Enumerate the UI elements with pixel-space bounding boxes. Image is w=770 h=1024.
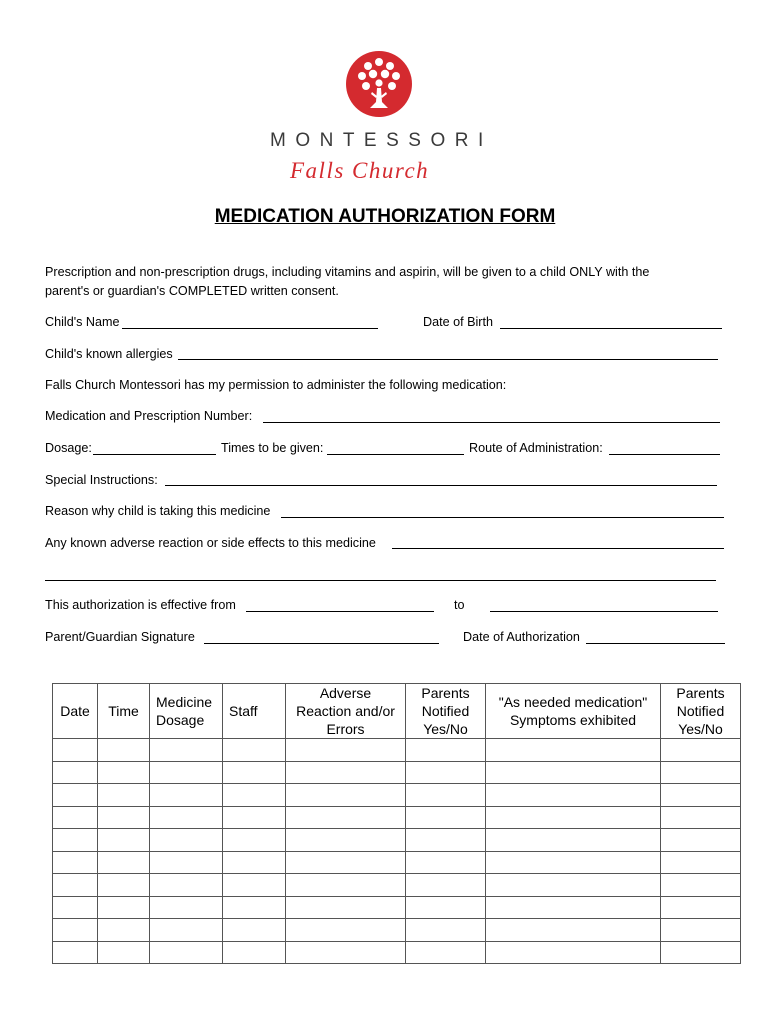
table-cell[interactable] xyxy=(98,874,150,897)
table-header-cell xyxy=(98,684,150,739)
table-header-text: Date xyxy=(60,703,90,719)
table-cell[interactable] xyxy=(98,761,150,784)
table-header-text: Parents xyxy=(421,685,470,701)
adverse-field-continued[interactable] xyxy=(45,580,716,581)
table-header-text: Notified xyxy=(421,703,470,719)
adverse-label: Any known adverse reaction or side effects to this medicine xyxy=(45,536,376,550)
table-cell[interactable] xyxy=(286,739,406,762)
table-cell[interactable] xyxy=(53,829,98,852)
table-cell[interactable] xyxy=(406,739,486,762)
date-of-authorization-label: Date of Authorization xyxy=(463,630,580,644)
table-header-cell xyxy=(150,684,223,739)
table-cell[interactable] xyxy=(150,851,223,874)
table-cell[interactable] xyxy=(98,896,150,919)
route-field[interactable] xyxy=(609,454,720,455)
dosage-label: Dosage: xyxy=(45,441,92,455)
table-cell[interactable] xyxy=(661,919,741,942)
table-cell[interactable] xyxy=(486,829,661,852)
table-cell[interactable] xyxy=(661,739,741,762)
table-cell[interactable] xyxy=(150,919,223,942)
table-row xyxy=(53,941,741,964)
table-cell[interactable] xyxy=(486,761,661,784)
table-header-cell xyxy=(286,684,406,739)
table-cell[interactable] xyxy=(406,896,486,919)
table-cell[interactable] xyxy=(150,784,223,807)
signature-field[interactable] xyxy=(204,643,439,644)
table-row xyxy=(53,784,741,807)
table-cell[interactable] xyxy=(406,851,486,874)
table-cell[interactable] xyxy=(286,874,406,897)
table-cell[interactable] xyxy=(223,739,286,762)
table-header-cell xyxy=(661,684,741,739)
table-cell[interactable] xyxy=(150,941,223,964)
table-cell[interactable] xyxy=(661,851,741,874)
table-cell[interactable] xyxy=(98,739,150,762)
form-title: MEDICATION AUTHORIZATION FORM xyxy=(214,206,556,227)
table-cell[interactable] xyxy=(406,761,486,784)
table-cell[interactable] xyxy=(223,806,286,829)
date-of-authorization-field[interactable] xyxy=(586,643,725,644)
table-cell[interactable] xyxy=(53,896,98,919)
adverse-field[interactable] xyxy=(392,548,724,549)
table-cell[interactable] xyxy=(286,851,406,874)
table-cell[interactable] xyxy=(223,919,286,942)
table-cell[interactable] xyxy=(286,761,406,784)
table-header-text: Yes/No xyxy=(678,721,723,737)
table-header-text: Symptoms exhibited xyxy=(509,712,637,728)
special-instructions-field[interactable] xyxy=(165,485,717,486)
allergies-field[interactable] xyxy=(178,359,718,360)
table-header-cell xyxy=(53,684,98,739)
table-row xyxy=(53,896,741,919)
table-cell[interactable] xyxy=(98,784,150,807)
table-header-text: Yes/No xyxy=(423,721,468,737)
table-body xyxy=(53,739,741,964)
table-cell[interactable] xyxy=(53,851,98,874)
table-cell[interactable] xyxy=(486,919,661,942)
table-cell[interactable] xyxy=(223,941,286,964)
medication-log-table xyxy=(52,683,741,964)
dosage-field[interactable] xyxy=(93,454,216,455)
table-cell[interactable] xyxy=(486,739,661,762)
table-header-text: Time xyxy=(108,703,139,719)
table-cell[interactable] xyxy=(661,806,741,829)
table-cell[interactable] xyxy=(223,851,286,874)
brand-subtitle: Falls Church xyxy=(290,158,430,183)
table-header-text: "As needed medication" xyxy=(498,694,648,710)
table-cell[interactable] xyxy=(223,784,286,807)
table-cell[interactable] xyxy=(53,941,98,964)
table-header-text: Parents xyxy=(676,685,725,701)
table-header-row xyxy=(53,684,741,739)
table-cell[interactable] xyxy=(53,761,98,784)
table-header-cell xyxy=(406,684,486,739)
table-cell[interactable] xyxy=(53,739,98,762)
table-cell[interactable] xyxy=(98,919,150,942)
permission-text: Falls Church Montessori has my permission to administer the following medication: xyxy=(45,378,507,392)
times-field[interactable] xyxy=(327,454,464,455)
table-cell[interactable] xyxy=(486,806,661,829)
table-cell[interactable] xyxy=(661,941,741,964)
table-cell[interactable] xyxy=(661,829,741,852)
table-cell[interactable] xyxy=(661,784,741,807)
tree-logo-icon xyxy=(346,48,412,120)
table-cell[interactable] xyxy=(98,829,150,852)
table-header-text: Errors xyxy=(326,721,365,737)
table-cell[interactable] xyxy=(98,851,150,874)
childs-name-field[interactable] xyxy=(122,328,378,329)
table-cell[interactable] xyxy=(286,896,406,919)
effective-to-label: to xyxy=(454,598,465,612)
table-cell[interactable] xyxy=(661,874,741,897)
table-cell[interactable] xyxy=(406,874,486,897)
intro-line-2: parent's or guardian's COMPLETED written consent. xyxy=(45,284,339,298)
medication-label: Medication and Prescription Number: xyxy=(45,409,253,423)
effective-from-label: This authorization is effective from xyxy=(45,598,236,612)
reason-label: Reason why child is taking this medicine xyxy=(45,504,271,518)
table-cell[interactable] xyxy=(661,896,741,919)
table-cell[interactable] xyxy=(150,761,223,784)
table-cell[interactable] xyxy=(150,829,223,852)
table-cell[interactable] xyxy=(150,739,223,762)
table-row xyxy=(53,874,741,897)
table-row xyxy=(53,829,741,852)
table-cell[interactable] xyxy=(406,784,486,807)
table-header-cell xyxy=(486,684,661,739)
table-header-cell xyxy=(223,684,286,739)
times-label: Times to be given: xyxy=(221,441,324,455)
allergies-label: Child's known allergies xyxy=(45,347,173,361)
effective-to-field[interactable] xyxy=(490,611,718,612)
table-cell[interactable] xyxy=(53,919,98,942)
table-cell[interactable] xyxy=(223,761,286,784)
table-header-text: Adverse xyxy=(319,685,372,701)
table-cell[interactable] xyxy=(286,784,406,807)
table-row xyxy=(53,919,741,942)
table-cell[interactable] xyxy=(486,784,661,807)
table-cell[interactable] xyxy=(53,784,98,807)
table-cell[interactable] xyxy=(150,806,223,829)
table-cell[interactable] xyxy=(98,941,150,964)
table-cell[interactable] xyxy=(223,829,286,852)
table-cell[interactable] xyxy=(486,896,661,919)
date-of-birth-field[interactable] xyxy=(500,328,722,329)
table-cell[interactable] xyxy=(286,941,406,964)
table-cell[interactable] xyxy=(53,874,98,897)
table-header-text: Dosage xyxy=(156,712,205,728)
table-cell[interactable] xyxy=(406,806,486,829)
table-cell[interactable] xyxy=(406,919,486,942)
table-cell[interactable] xyxy=(223,874,286,897)
table-cell[interactable] xyxy=(486,851,661,874)
table-header-text: Medicine xyxy=(156,694,213,710)
date-of-birth-label: Date of Birth xyxy=(423,315,493,329)
brand-name: MONTESSORI xyxy=(270,130,493,151)
table-cell[interactable] xyxy=(150,896,223,919)
effective-from-field[interactable] xyxy=(246,611,434,612)
table-row xyxy=(53,761,741,784)
table-header-text: Reaction and/or xyxy=(296,703,395,719)
table-row xyxy=(53,806,741,829)
table-cell[interactable] xyxy=(406,941,486,964)
childs-name-label: Child's Name xyxy=(45,315,120,329)
table-row xyxy=(53,851,741,874)
table-cell[interactable] xyxy=(98,806,150,829)
medication-field[interactable] xyxy=(263,422,720,423)
route-label: Route of Administration: xyxy=(469,441,603,455)
table-row xyxy=(53,739,741,762)
table-cell[interactable] xyxy=(150,874,223,897)
table-cell[interactable] xyxy=(661,761,741,784)
intro-line-1: Prescription and non-prescription drugs, including vitamins and aspirin, will be given to a child ONLY with the xyxy=(45,265,650,279)
table-cell[interactable] xyxy=(53,806,98,829)
table-cell[interactable] xyxy=(486,874,661,897)
special-instructions-label: Special Instructions: xyxy=(45,473,158,487)
table-cell[interactable] xyxy=(286,806,406,829)
table-cell[interactable] xyxy=(286,829,406,852)
table-cell[interactable] xyxy=(486,941,661,964)
table-header-text: Notified xyxy=(676,703,725,719)
table-cell[interactable] xyxy=(223,896,286,919)
table-header-text: Staff xyxy=(229,703,258,719)
table-cell[interactable] xyxy=(286,919,406,942)
reason-field[interactable] xyxy=(281,517,724,518)
table-cell[interactable] xyxy=(406,829,486,852)
signature-label: Parent/Guardian Signature xyxy=(45,630,195,644)
